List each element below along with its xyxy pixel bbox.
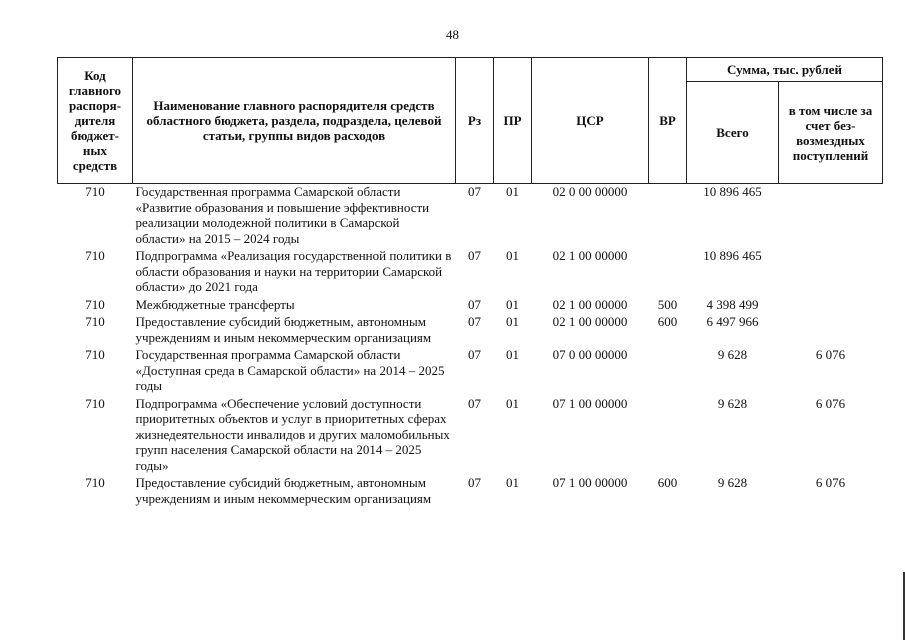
row-total: 4 398 499: [706, 296, 759, 312]
row-pr: 01: [506, 347, 519, 362]
table-row: [58, 248, 883, 297]
table-row: [58, 314, 883, 347]
row-vr: [649, 396, 687, 476]
row-name: Государственная программа Самарской области «Доступная среда в Самарской области» на 2014 – 2025 годы: [135, 347, 445, 393]
row-vr: 600: [657, 475, 678, 490]
row-pr: 01: [506, 475, 519, 490]
row-pr: 01: [506, 248, 519, 263]
row-rz: 07: [468, 347, 481, 362]
row-vr: 500: [657, 296, 678, 312]
header-pr: ПР: [494, 58, 532, 184]
row-csr: 02 0 00 00000: [552, 184, 628, 199]
row-name: Подпрограмма «Реализация государственной политики в области образования и науки на территории Самарской области» до 2021 года: [135, 248, 452, 294]
row-csr: 07 0 00 00000: [552, 347, 628, 362]
row-gratis: [779, 297, 883, 315]
row-name: Межбюджетные трансферты: [135, 296, 295, 312]
header-gratis: в том числе за счет без-возмездных поступлений: [779, 82, 883, 184]
row-gratis: 6 076: [815, 475, 846, 490]
row-gratis: 6 076: [815, 347, 846, 362]
row-rz: 07: [468, 184, 481, 199]
row-code: 710: [85, 475, 105, 490]
row-code: 710: [85, 347, 105, 362]
header-code: Код главного распоря-дителя бюджет-ных средств: [58, 58, 133, 184]
table-body: [58, 184, 883, 509]
row-vr: [649, 248, 687, 297]
table-row: [58, 396, 883, 476]
row-code: 710: [85, 395, 105, 411]
row-name: Предоставление субсидий бюджетным, автономным учреждениям и иным некоммерческим организациям: [135, 475, 432, 506]
table-row: [58, 184, 883, 249]
row-total: 10 896 465: [703, 184, 762, 199]
row-csr: 07 1 00 00000: [552, 475, 628, 490]
row-name: Государственная программа Самарской области «Развитие образования и повышение эффективности реализации молодежной политики в Самарской области» на 2015 – 2024 годы: [135, 184, 430, 246]
row-pr: 01: [506, 314, 519, 329]
table-row: [58, 475, 883, 508]
page-number: 48: [446, 27, 459, 42]
header-rz: Рз: [456, 58, 494, 184]
row-rz: 07: [468, 395, 481, 411]
row-gratis: [779, 248, 883, 297]
table-header: [58, 58, 883, 184]
table-row: [58, 297, 883, 315]
row-gratis: [779, 184, 883, 249]
row-rz: 07: [468, 475, 481, 490]
row-name: Предоставление субсидий бюджетным, автономным учреждениям и иным некоммерческим организациям: [135, 314, 432, 345]
header-name: Наименование главного распорядителя средств областного бюджета, раздела, подраздела, целевой статьи, группы видов расходов: [133, 58, 456, 184]
row-csr: 02 1 00 00000: [552, 314, 628, 329]
row-code: 710: [85, 248, 105, 263]
row-total: 9 628: [717, 347, 748, 362]
row-code: 710: [85, 314, 105, 329]
row-csr: 02 1 00 00000: [552, 296, 628, 312]
row-total: 9 628: [717, 395, 748, 411]
row-rz: 07: [468, 314, 481, 329]
row-code: 710: [85, 296, 105, 312]
row-total: 9 628: [717, 475, 748, 490]
row-code: 710: [85, 184, 105, 199]
header-vr: ВР: [649, 58, 687, 184]
row-csr: 07 1 00 00000: [552, 395, 628, 411]
header-csr: ЦСР: [532, 58, 649, 184]
row-name: Подпрограмма «Обеспечение условий доступности приоритетных объектов и услуг в приоритетных сферах жизнедеятельности инвалидов и других маломобильных групп населения Самарской области на 2014 – 2025 годы»: [135, 395, 450, 473]
row-csr: 02 1 00 00000: [552, 248, 628, 263]
row-gratis: 6 076: [815, 395, 846, 411]
row-pr: 01: [506, 184, 519, 199]
row-pr: 01: [506, 296, 519, 312]
row-total: 6 497 966: [706, 314, 759, 329]
row-total: 10 896 465: [703, 248, 762, 263]
row-vr: 600: [657, 314, 678, 329]
row-vr: [649, 347, 687, 396]
row-gratis: [779, 314, 883, 347]
table-row: [58, 347, 883, 396]
row-pr: 01: [506, 395, 519, 411]
header-sum: Сумма, тыс. рублей: [687, 58, 883, 82]
row-vr: [649, 184, 687, 249]
row-rz: 07: [468, 296, 481, 312]
budget-table: [57, 57, 883, 508]
row-rz: 07: [468, 248, 481, 263]
header-total: Всего: [687, 82, 779, 184]
